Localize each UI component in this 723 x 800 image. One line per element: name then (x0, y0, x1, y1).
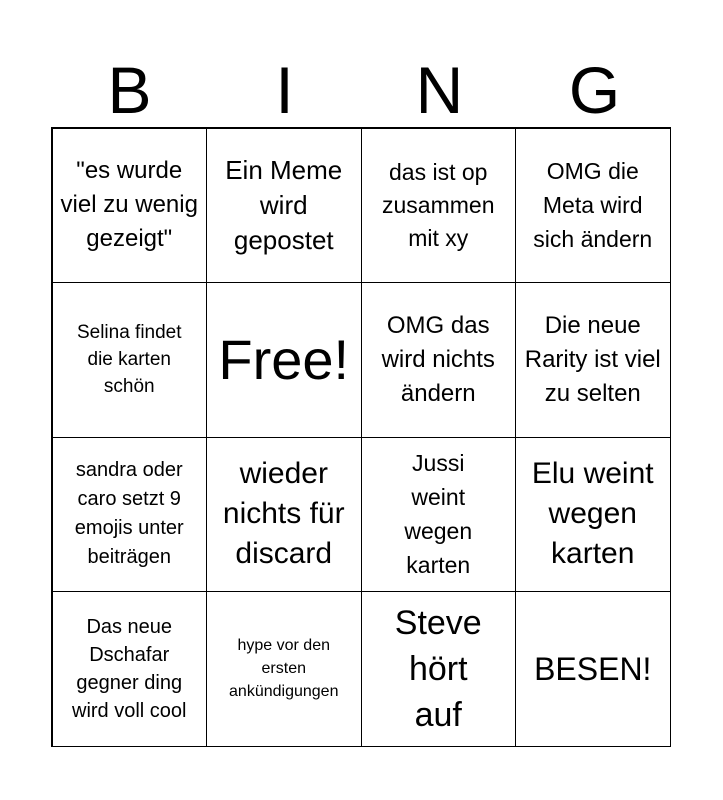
bingo-cell-free[interactable]: Free! (206, 282, 362, 438)
bingo-cell[interactable]: das ist op zusammen mit xy (361, 128, 517, 284)
bingo-cell[interactable]: Jussi weint wegen karten (361, 437, 517, 593)
bingo-cell[interactable]: Elu weint wegen karten (515, 437, 671, 593)
header-letter-b: B (107, 53, 152, 127)
bingo-cell[interactable]: Die neue Rarity ist viel zu selten (515, 282, 671, 438)
bingo-cell[interactable]: OMG das wird nichts ändern (361, 282, 517, 438)
bingo-card-grid (51, 127, 671, 747)
header-letter-n: N (415, 53, 464, 127)
bingo-cell[interactable]: Ein Meme wird gepostet (206, 128, 362, 284)
bingo-cell[interactable]: Das neue Dschafar gegner ding wird voll cool (52, 591, 208, 747)
bingo-cell[interactable]: OMG die Meta wird sich ändern (515, 128, 671, 284)
bingo-cell[interactable]: BESEN! (515, 591, 671, 747)
header-letter-g: G (568, 53, 621, 127)
header-letter-i: I (275, 53, 294, 127)
bingo-cell[interactable]: "es wurde viel zu wenig gezeigt" (52, 128, 208, 284)
bingo-cell[interactable]: hype vor den ersten ankündigungen (206, 591, 362, 747)
bingo-cell[interactable]: Selina findet die karten schön (52, 282, 208, 438)
bingo-header (52, 52, 672, 128)
bingo-cell[interactable]: wieder nichts für discard (206, 437, 362, 593)
bingo-cell[interactable]: Steve hört auf (361, 591, 517, 747)
bingo-cell[interactable]: sandra oder caro setzt 9 emojis unter beiträgen (52, 437, 208, 593)
